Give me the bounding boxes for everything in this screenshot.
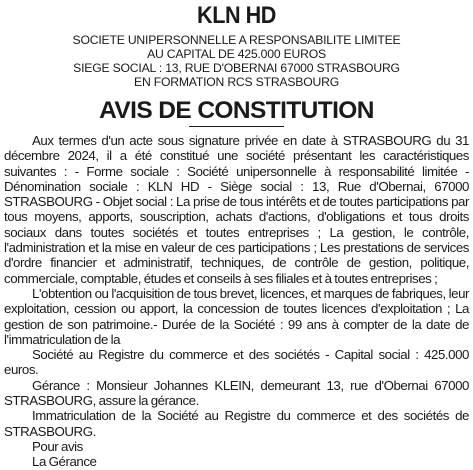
title-divider [189,126,284,127]
capital-line: AU CAPITAL DE 425.000 EUROS [147,47,326,61]
paragraph-constitution: Aux termes d'un acte sous signature privée en date à STRASBOURG du 31 décembre 2024, il a été constitué une société présentant les caractéristiques suivantes : - Forme sociale : Société unipersonnelle à responsabilité limitée - Dénomination sociale : KLN HD - Siège social : 13, Rue d'Obernai, 67000 STRASBOURG - Objet social : La prise de tous intérêts et de toutes participations par tous moyens, apports, souscription, achats d'actions, d'obligations et tous droits sociaux dans toutes sociétés et toutes entreprises ; La gestion, le contrôle, l'administration et la mise en valeur de ces participations ; Les prestations de services d'ordre financier et administratif, techniques, de contrôle de gestion, politique, commerciale, comptable, études et conseils à ses filiales et à toutes entreprises ; [4,133,469,286]
registration-line: EN FORMATION RCS STRASBOURG [134,75,339,89]
paragraph-capital: Société au Registre du commerce et des sociétés - Capital social : 425.000 euros. [4,347,469,378]
paragraph-management: Gérance : Monsieur Johannes KLEIN, demeurant 13, rue d'Obernai 67000 STRASBOURG, assure la gérance. [4,377,469,409]
paragraph-object: L'obtention ou l'acquisition de tous brevet, licences, et marques de fabriques, leur exploitation, cession ou apport, la concession de toutes licences d'exploitation ; La gestion de son patrimoine.- Durée de la Société : 99 ans à compter de la date de l'immatriculation de la [4,285,469,347]
registered-office-line: SIEGE SOCIAL : 13, RUE D'OBERNAI 67000 STRASBOURG [73,61,400,75]
notice-body [4,133,469,470]
company-details [4,33,469,89]
paragraph-registration: Immatriculation de la Société au Registre du commerce et des sociétés de STRASBOURG. [4,408,469,439]
notice-title: AVIS DE CONSTITUTION [99,97,374,124]
closing-signatory: La Gérance [32,454,97,470]
company-name: KLN HD [197,2,276,29]
legal-form-line: SOCIETE UNIPERSONNELLE A RESPONSABILITE LIMITEE [72,33,401,47]
closing-for-notice: Pour avis [32,438,83,454]
